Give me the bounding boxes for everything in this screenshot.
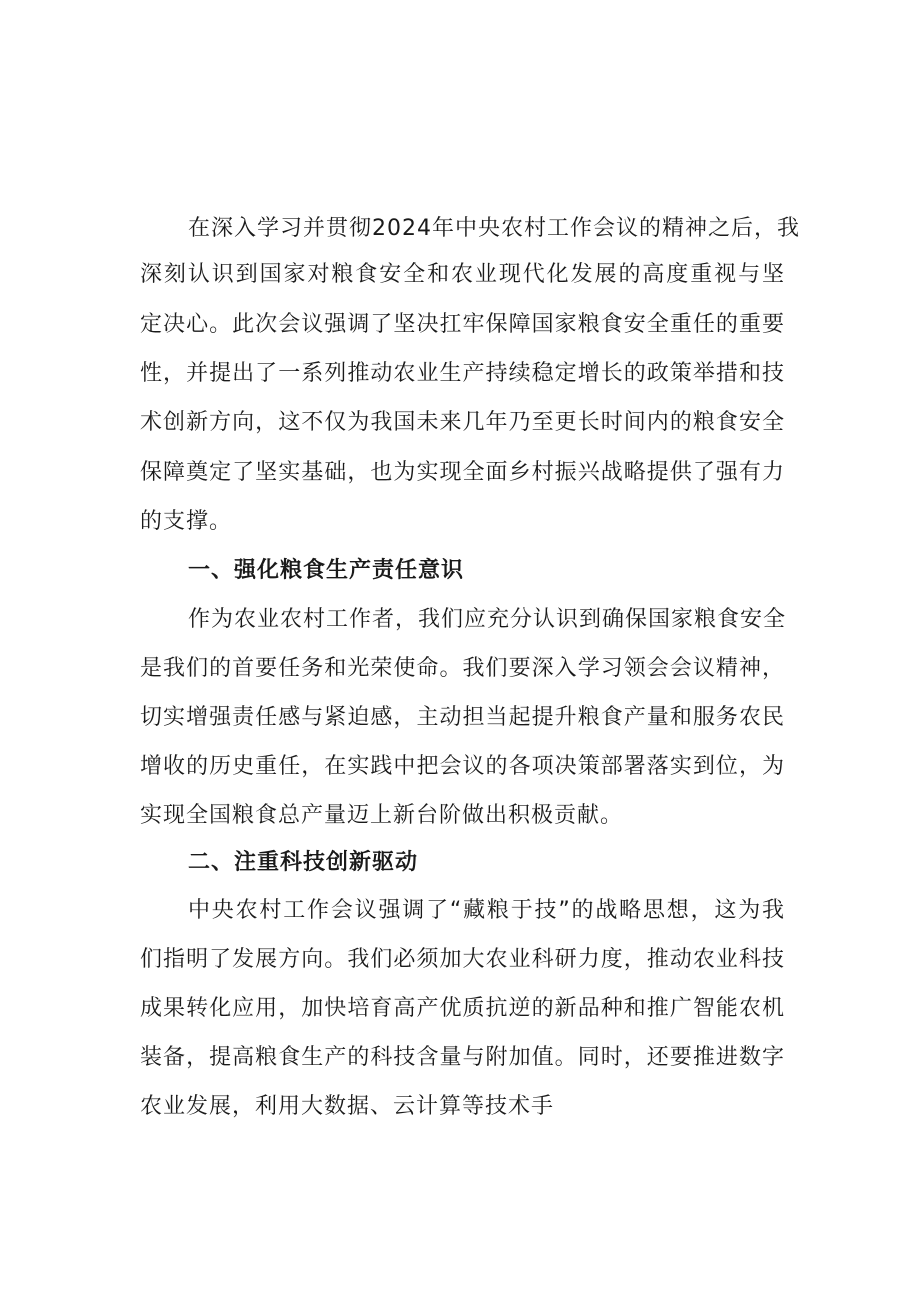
paragraph-line: 定决心。此次会议强调了坚决扛牢保障国家粮食安全重任的重要	[140, 312, 785, 337]
paragraph-line: 切实增强责任感与紧迫感，主动担当起提升粮食产量和服务农民	[140, 705, 785, 730]
section-heading: 一、强化粮食生产责任意识	[188, 558, 465, 583]
paragraph-line: 保障奠定了坚实基础，也为实现全面乡村振兴战略提供了强有力	[140, 460, 785, 485]
paragraph-line: 增收的历史重任，在实践中把会议的各项决策部署落实到位，为	[140, 754, 785, 779]
paragraph-line: 中央农村工作会议强调了“藏粮于技”的战略思想，这为我	[188, 898, 785, 923]
paragraph-line: 装备，提高粮食生产的科技含量与附加值。同时，还要推进数字	[140, 1045, 785, 1070]
paragraph-line: 是我们的首要任务和光荣使命。我们要深入学习领会会议精神，	[140, 656, 785, 681]
paragraph-line: 性，并提出了一系列推动农业生产持续稳定增长的政策举措和技	[140, 361, 785, 386]
paragraph-line: 深刻认识到国家对粮食安全和农业现代化发展的高度重视与坚	[140, 262, 785, 287]
section-heading: 二、注重科技创新驱动	[188, 850, 419, 875]
paragraph-line: 的支撑。	[140, 509, 233, 534]
paragraph-line: 在深入学习并贯彻2024年中央农村工作会议的精神之后，我	[188, 216, 800, 241]
paragraph-line: 术创新方向，这不仅为我国未来几年乃至更长时间内的粮食安全	[140, 410, 785, 435]
paragraph-line: 作为农业农村工作者，我们应充分认识到确保国家粮食安全	[188, 607, 787, 632]
paragraph-line: 农业发展，利用大数据、云计算等技术手	[140, 1094, 555, 1119]
paragraph-line: 们指明了发展方向。我们必须加大农业科研力度，推动农业科技	[140, 947, 785, 972]
paragraph-line: 成果转化应用，加快培育高产优质抗逆的新品种和推广智能农机	[140, 996, 785, 1021]
paragraph-line: 实现全国粮食总产量迈上新台阶做出积极贡献。	[140, 803, 624, 828]
